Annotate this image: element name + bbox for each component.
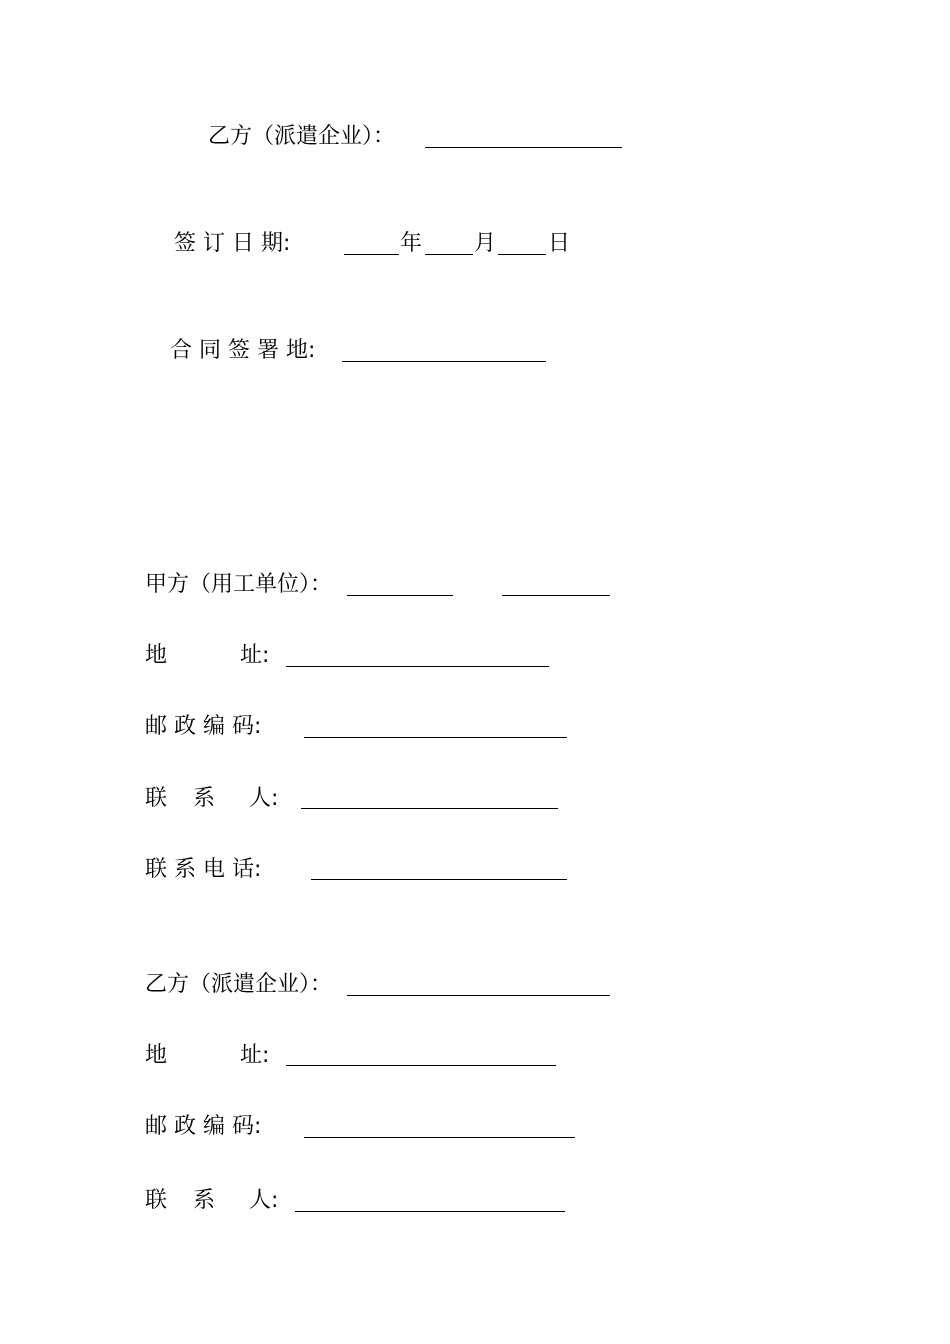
- party-a-address-label-1: 地: [145, 643, 168, 668]
- party-a-address-label-2: 址:: [240, 643, 270, 668]
- party-b-postcode-label: 邮 政 编 码:: [145, 1114, 262, 1139]
- party-b-contact-field[interactable]: [295, 1211, 565, 1212]
- party-a-postcode-label: 邮 政 编 码:: [145, 714, 262, 739]
- sign-year-field[interactable]: [344, 254, 399, 255]
- party-a-contact-label-1: 联: [145, 786, 168, 811]
- party-a-contact-label-3: 人:: [249, 786, 279, 811]
- party-a-name-field-2[interactable]: [502, 595, 610, 596]
- party-b-contact-label-1: 联: [145, 1188, 168, 1213]
- party-a-postcode-field[interactable]: [304, 737, 567, 738]
- header-party-b-field[interactable]: [425, 147, 622, 148]
- party-b-name-field[interactable]: [347, 995, 610, 996]
- sign-day-field[interactable]: [498, 254, 546, 255]
- party-b-name-label: 乙方（派遣企业）：: [145, 972, 333, 997]
- sign-date-label: 签 订 日 期:: [174, 231, 291, 256]
- sign-day-label: 日: [548, 231, 571, 256]
- sign-year-label: 年: [400, 231, 423, 256]
- sign-place-field[interactable]: [342, 361, 546, 362]
- party-a-address-field[interactable]: [286, 666, 549, 667]
- sign-month-label: 月: [474, 231, 497, 256]
- party-a-phone-label: 联 系 电 话:: [145, 857, 262, 882]
- sign-place-label: 合 同 签 署 地:: [170, 338, 316, 363]
- party-a-phone-field[interactable]: [311, 879, 567, 880]
- party-b-address-label-2: 址:: [240, 1043, 270, 1068]
- party-b-contact-label-3: 人:: [249, 1188, 279, 1213]
- header-party-b-label: 乙方（派遣企业）：: [208, 124, 396, 149]
- party-b-postcode-field[interactable]: [304, 1137, 575, 1138]
- sign-month-field[interactable]: [425, 254, 473, 255]
- party-a-contact-label-2: 系: [193, 786, 216, 811]
- party-b-address-field[interactable]: [286, 1065, 556, 1066]
- party-b-contact-label-2: 系: [193, 1188, 216, 1213]
- party-a-contact-field[interactable]: [301, 808, 558, 809]
- party-a-name-label: 甲方（用工单位）：: [145, 572, 333, 597]
- party-a-name-field-1[interactable]: [347, 595, 453, 596]
- party-b-address-label-1: 地: [145, 1043, 168, 1068]
